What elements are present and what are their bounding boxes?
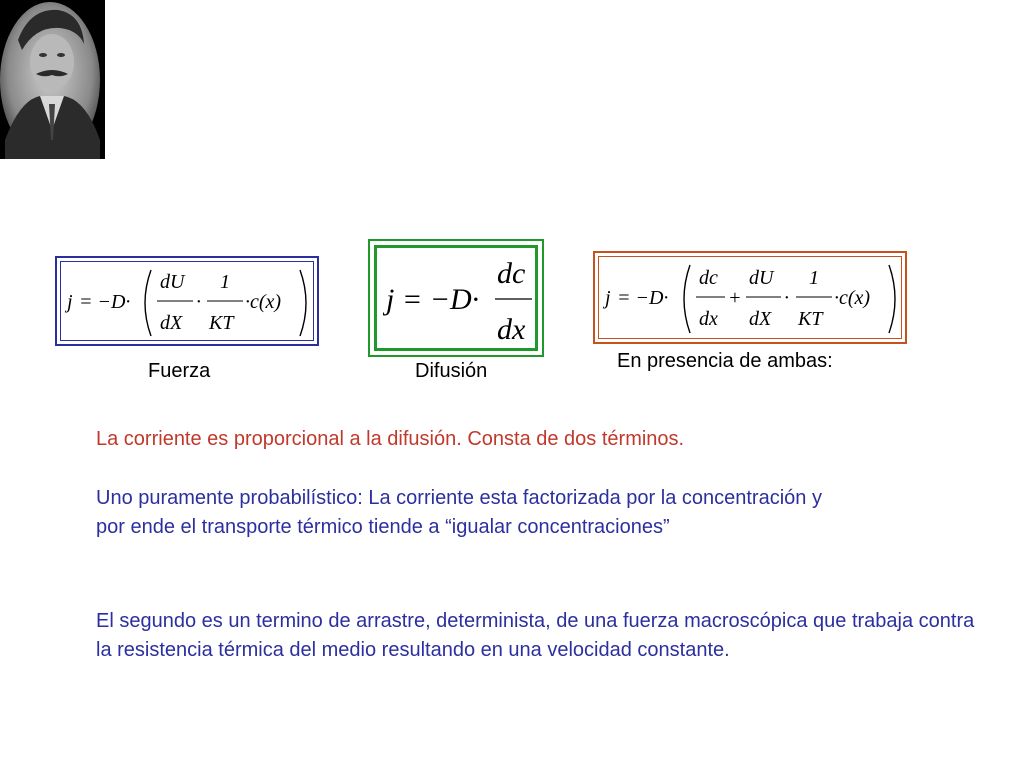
eq-fuerza-tail: ·c(x) bbox=[245, 291, 282, 313]
eq-ambas-frac2-num: dU bbox=[749, 267, 774, 289]
eq-fuerza-eq: = −D· bbox=[79, 291, 131, 313]
eq-fuerza-frac2-num: 1 bbox=[220, 271, 230, 293]
paragraph-intro: La corriente es proporcional a la difusión. Consta de dos términos. bbox=[96, 428, 685, 450]
eq-ambas-eq: = −D· bbox=[617, 287, 669, 309]
eq-difusion-frac-num: dc bbox=[497, 257, 526, 290]
svg-text:·: · bbox=[196, 291, 201, 313]
paren-right bbox=[889, 265, 895, 333]
svg-text:·: · bbox=[784, 287, 789, 309]
eq-fuerza-frac2-den: KT bbox=[209, 312, 234, 334]
paren-right bbox=[300, 270, 306, 336]
eq-fuerza-lhs: j bbox=[67, 291, 73, 313]
paragraph-drift: El segundo es un termino de arrastre, determinista, de una fuerza macroscópica que trabaja contra la resistencia térmica del medio resultando en una velocidad constante. bbox=[96, 610, 975, 661]
caption-ambas: En presencia de ambas: bbox=[617, 350, 833, 372]
paren-left bbox=[145, 270, 151, 336]
paren-left bbox=[684, 265, 690, 333]
eq-ambas-frac3-num: 1 bbox=[809, 267, 819, 289]
eq-difusion-frac-den: dx bbox=[497, 313, 526, 346]
equation-difusion-box bbox=[368, 239, 544, 357]
eq-fuerza-frac1-den: dX bbox=[160, 312, 183, 334]
eq-ambas-tail: ·c(x) bbox=[834, 287, 871, 309]
eq-fuerza-frac1-num: dU bbox=[160, 271, 185, 293]
eq-ambas-frac1-num: dc bbox=[699, 267, 718, 289]
caption-difusion: Difusión bbox=[415, 360, 488, 382]
eq-difusion-lhs: j bbox=[386, 283, 395, 316]
eq-difusion-eq: = −D· bbox=[402, 283, 480, 316]
eq-ambas-frac3-den: KT bbox=[798, 308, 823, 330]
portrait-photo bbox=[0, 0, 105, 159]
equation-ambas-box bbox=[593, 251, 907, 344]
eq-ambas-lhs: j bbox=[605, 287, 611, 309]
eq-ambas-frac2-den: dX bbox=[749, 308, 772, 330]
equation-fuerza-box bbox=[55, 256, 319, 346]
eq-ambas-plus: + bbox=[728, 287, 742, 309]
paragraph-probabilistic: Uno puramente probabilístico: La corriente esta factorizada por la concentración y por ende el transporte térmico tiende a “igualar concentraciones” bbox=[96, 487, 822, 538]
caption-fuerza: Fuerza bbox=[148, 360, 211, 382]
eq-ambas-frac1-den: dx bbox=[699, 308, 718, 330]
